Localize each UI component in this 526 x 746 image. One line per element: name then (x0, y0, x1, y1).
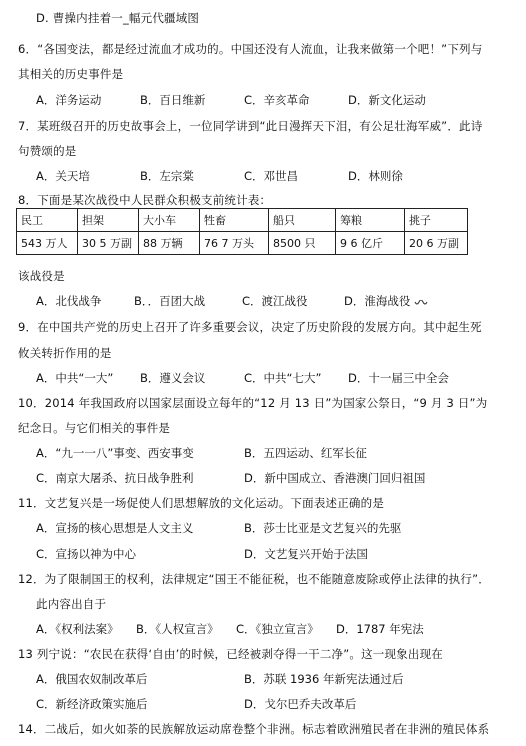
table-row (17, 232, 468, 255)
q10-option-d[interactable]: D．新中国成立、香港澳门回归祖国 (244, 471, 426, 485)
q8-stem-line2: 该战役是 (18, 269, 65, 283)
q7-option-c[interactable]: C．邓世昌 (244, 169, 299, 183)
q9-option-b[interactable]: B．遵义会议 (140, 371, 206, 385)
q6-stem-line1: 6．“各国变法，都是经过流血才成功的。中国还没有人流血，让我来做第一个吧！”下列与 (18, 42, 483, 56)
table-cell: 88 万辆 (139, 232, 200, 255)
q6-option-d[interactable]: D．新文化运动 (348, 93, 426, 107)
q11-option-c[interactable]: C．宣扬以神为中心 (36, 547, 137, 561)
q6-option-c[interactable]: C．辛亥革命 (244, 93, 310, 107)
q13-option-b[interactable]: B．苏联 1936 年新宪法通过后 (244, 672, 404, 686)
q8-stem-line1: 8．下面是某次战役中人民群众积极支前统计表： (18, 193, 272, 207)
table-header-cell: 筹粮 (336, 209, 405, 232)
q11-option-b[interactable]: B．莎士比亚是文艺复兴的先驱 (244, 521, 402, 535)
q13-stem-line1: 13 列宁说：“农民在获得‘自由’的时候，已经被剥夺得一干二净”。这一现象出现在 (18, 647, 444, 661)
q7-stem-line1: 7．某班级召开的历史故事会上，一位同学讲到“此日漫挥天下泪，有公足壮海军威”．此诗 (18, 119, 483, 133)
table-cell: 9 6 亿斤 (336, 232, 405, 255)
q5-option-d: D. 曹操内挂着一_幅元代疆域图 (36, 11, 200, 25)
q9-option-d[interactable]: D．十一届三中全会 (348, 371, 449, 385)
q10-stem-line2: 纪念日。与它们相关的事件是 (18, 421, 171, 435)
support-statistics-table (16, 208, 468, 255)
q6-stem-line2: 其相关的历史事件是 (18, 67, 124, 81)
table-header-row (17, 209, 468, 232)
squiggle-mark-icon (414, 300, 428, 306)
q12-stem-line1: 12．为了限制国王的权利，法律规定“国王不能征税，也不能随意废除或停止法律的执行”． (18, 572, 490, 586)
table-cell: 76 7 万头 (200, 232, 269, 255)
q8-option-d[interactable]: D．淮海战役 (344, 294, 411, 308)
table-cell: 8500 只 (269, 232, 336, 255)
q11-option-d[interactable]: D．文艺复兴开始于法国 (244, 547, 368, 561)
q7-stem-line2: 句赞颂的是 (18, 144, 77, 158)
q13-option-c[interactable]: C．新经济政策实施后 (36, 697, 148, 711)
q12-stem-line2: 此内容出自于 (36, 597, 107, 611)
q6-option-a[interactable]: A．洋务运动 (36, 93, 102, 107)
table-cell: 20 6 万副 (405, 232, 468, 255)
table-header-cell: 民工 (17, 209, 78, 232)
table-header-cell: 担架 (78, 209, 139, 232)
q7-option-b[interactable]: B．左宗棠 (140, 169, 194, 183)
q9-option-c[interactable]: C．中共“七大” (244, 371, 322, 385)
q12-option-b[interactable]: B．《人权宣言》 (136, 622, 219, 636)
q10-stem-line1: 10．2014 年我国政府以国家层面设立每年的“12 月 13 日”为国家公祭日，“9 月 3 日”为 (18, 396, 488, 410)
q8-option-a[interactable]: A．北伐战争 (36, 294, 102, 308)
table-cell: 543 万人 (17, 232, 78, 255)
table-header-cell: 挑子 (405, 209, 468, 232)
q6-option-b[interactable]: B．百日维新 (140, 93, 206, 107)
q9-stem-line1: 9．在中国共产党的历史上召开了许多重要会议，决定了历史阶段的发展方向。其中起生死 (18, 320, 482, 334)
q10-option-b[interactable]: B．五四运动、红军长征 (244, 446, 367, 460)
q12-option-d[interactable]: D．1787 年宪法 (336, 622, 424, 636)
q12-option-a[interactable]: A．《权利法案》 (36, 622, 119, 636)
q8-option-c[interactable]: C．渡江战役 (242, 294, 308, 308)
q10-option-c[interactable]: C．南京大屠杀、抗日战争胜利 (36, 471, 194, 485)
q13-option-a[interactable]: A．俄国农奴制改革后 (36, 672, 148, 686)
q12-option-c[interactable]: C．《独立宣言》 (236, 622, 319, 636)
q10-option-a[interactable]: A．“九一一八”事变、西安事变 (36, 446, 194, 460)
table-header-cell: 船只 (269, 209, 336, 232)
q9-option-a[interactable]: A．中共“一大” (36, 371, 114, 385)
q9-stem-line2: 攸关转折作用的是 (18, 346, 112, 360)
q7-option-d[interactable]: D．林则徐 (348, 169, 403, 183)
q11-stem-line1: 11．文艺复兴是一场促使人们思想解放的文化运动。下面表述正确的是 (18, 496, 385, 510)
q13-option-d[interactable]: D．戈尔巴乔夫改革后 (244, 697, 357, 711)
table-header-cell: 大小车 (139, 209, 200, 232)
q7-option-a[interactable]: A．关天培 (36, 169, 90, 183)
q11-option-a[interactable]: A．宣扬的核心思想是人文主义 (36, 521, 194, 535)
q8-option-b[interactable]: B．．百团大战 (134, 294, 206, 308)
table-header-cell: 牲畜 (200, 209, 269, 232)
table-cell: 30 5 万副 (78, 232, 139, 255)
q14-stem-line1: 14．二战后，如火如荼的民族解放运动席卷整个非洲。标志着欧洲殖民者在非洲的殖民体系 (18, 722, 490, 736)
